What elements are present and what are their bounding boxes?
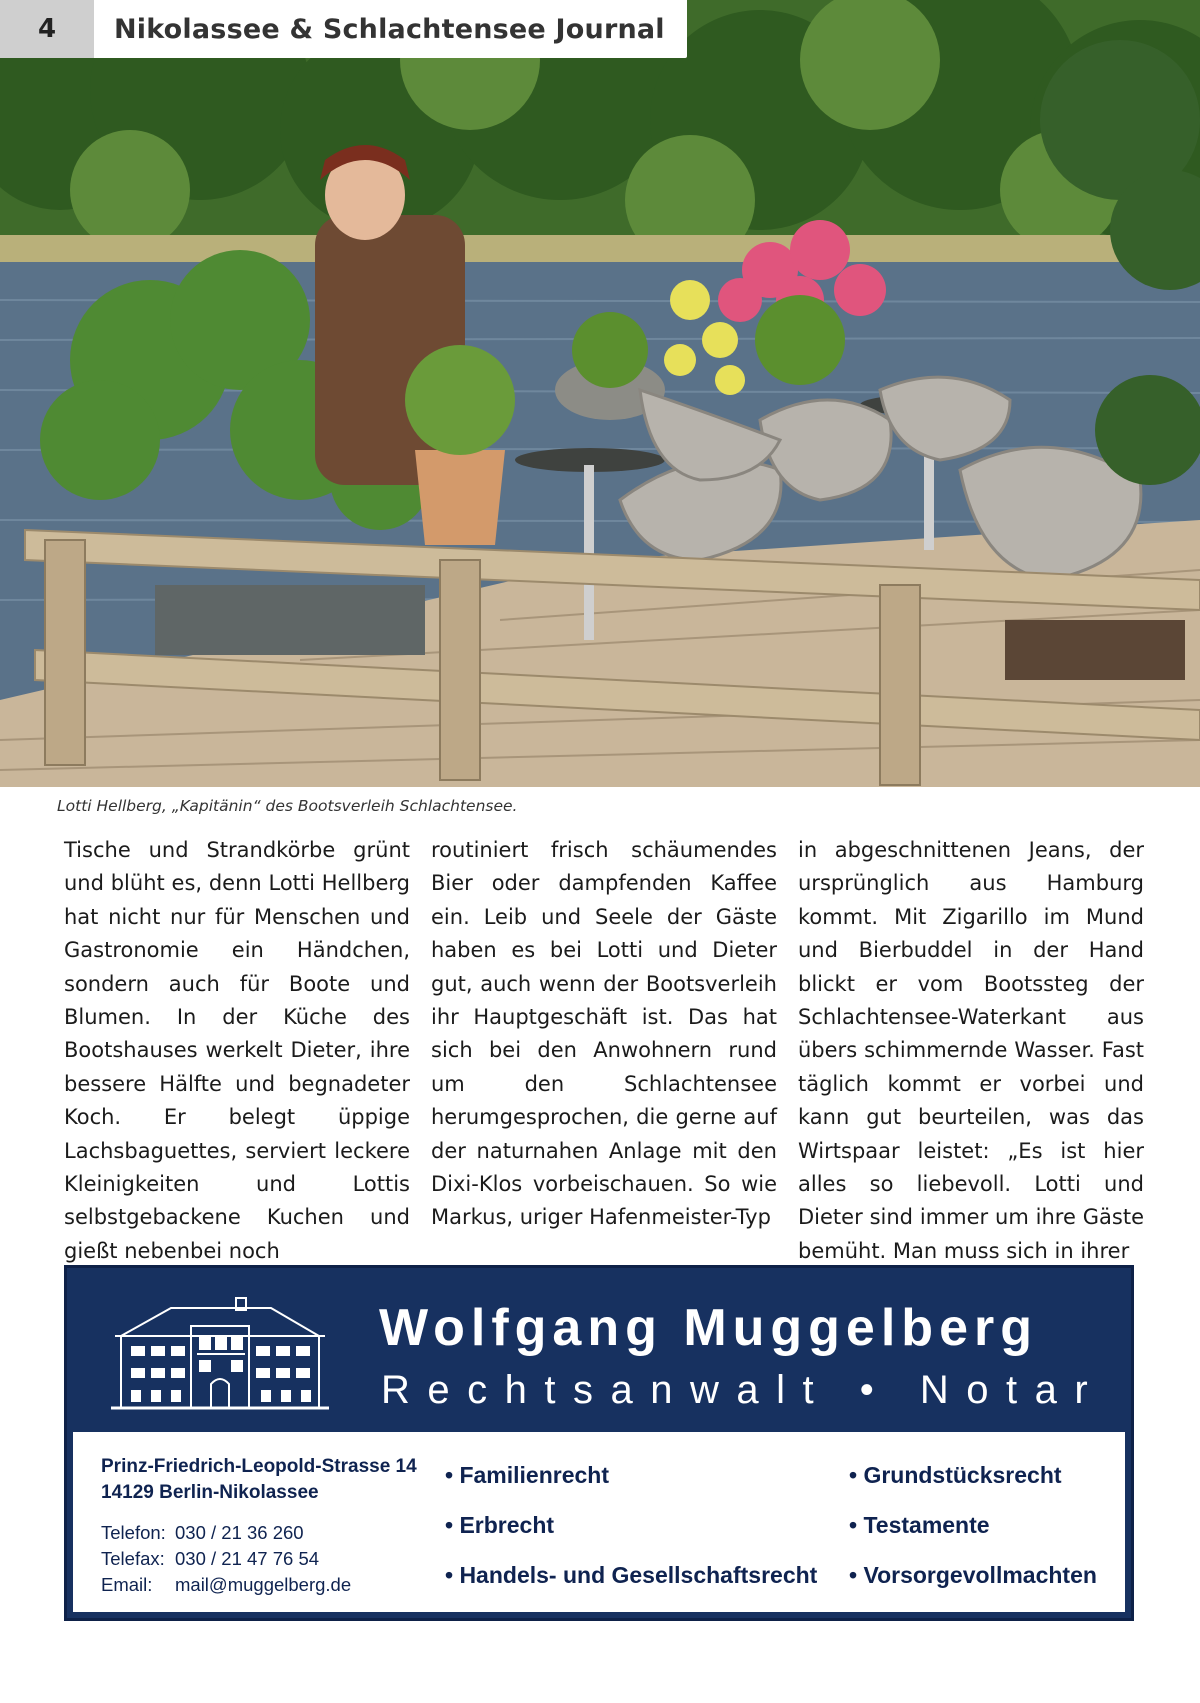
office-address (101, 1454, 417, 1506)
journal-title: Nikolassee & Schlachtensee Journal (94, 0, 687, 58)
article-body (64, 834, 1144, 1263)
service-item: • Familienrecht (445, 1462, 609, 1488)
email-address[interactable]: mail@muggelberg.de (175, 1574, 352, 1595)
service-item: • Grundstücksrecht (849, 1462, 1062, 1488)
ad-info-panel (73, 1432, 1125, 1612)
villa-logo-icon (111, 1296, 329, 1416)
article-column-1: Tische und Strandkörbe grünt und blüht es, denn Lotti Hellberg hat nicht nur für Menschen und Gastronomie ein Händchen, sondern auch für Boote und Blumen. In der Küche des Bootshauses werkelt Dieter, ihre bessere Hälfte und begnadeter Koch. Er belegt üppige Lachsbaguettes, serviert leckere Kleinigkeiten und Lottis selbstgebackene Kuchen und gießt nebenbei noch (64, 838, 410, 1263)
lawyer-profession: Rechtsanwalt • Notar (381, 1368, 1106, 1412)
service-item: • Vorsorgevollmachten (849, 1562, 1097, 1588)
fax-row (101, 1546, 351, 1572)
lawyer-name: Wolfgang Muggelberg (379, 1299, 1038, 1357)
email-label: Email: (101, 1574, 153, 1595)
services-list-left (445, 1450, 817, 1600)
photo-caption: Lotti Hellberg, „Kapitänin“ des Bootsverleih Schlachtensee. (57, 797, 518, 815)
address-line-1: Prinz-Friedrich-Leopold-Strasse 14 (101, 1456, 417, 1477)
service-item: • Testamente (849, 1512, 990, 1538)
service-item: • Erbrecht (445, 1512, 555, 1538)
phone-label: Telefon: (101, 1522, 166, 1543)
law-office-advertisement (64, 1265, 1134, 1621)
fax-label: Telefax: (101, 1548, 165, 1569)
page-header (0, 0, 687, 58)
page-number: 4 (0, 0, 94, 58)
email-row (101, 1572, 351, 1598)
service-item: • Handels- und Gesellschaftsrecht (445, 1562, 818, 1588)
address-line-2: 14129 Berlin-Nikolassee (101, 1482, 319, 1503)
fax-number: 030 / 21 47 76 54 (175, 1548, 320, 1569)
article-photo (0, 0, 1200, 787)
article-column-3: in abgeschnittenen Jeans, der ursprünglich aus Hamburg kommt. Mit Zigarillo im Mund und Bierbuddel in der Hand blickt er vom Bootssteg der Schlachtensee-Waterkant aus übers schimmernde Wasser. Fast täglich kommt er vorbei und kann gut beurteilen, was das Wirtspaar leistet: „Es ist hier alles so liebevoll. Lotti und Dieter sind immer um ihre Gäste bemüht. Man muss sich in ihrer (798, 838, 1144, 1263)
phone-row (101, 1520, 351, 1546)
phone-number[interactable]: 030 / 21 36 260 (175, 1522, 304, 1543)
article-column-2: routiniert frisch schäumendes Bier oder dampfenden Kaffee ein. Leib und Seele der Gäste haben es bei Lotti und Dieter gut, auch wenn der Bootsverleih ihr Hauptgeschäft ist. Das hat sich bei den Anwohnern rund um den Schlachtensee herumgesprochen, die gerne auf der naturnahen Anlage mit den Dixi-Klos vorbeischauen. So wie Markus, uriger Hafenmeister-Typ (431, 838, 777, 1230)
services-list-right (849, 1450, 1097, 1600)
contact-details (101, 1520, 351, 1598)
